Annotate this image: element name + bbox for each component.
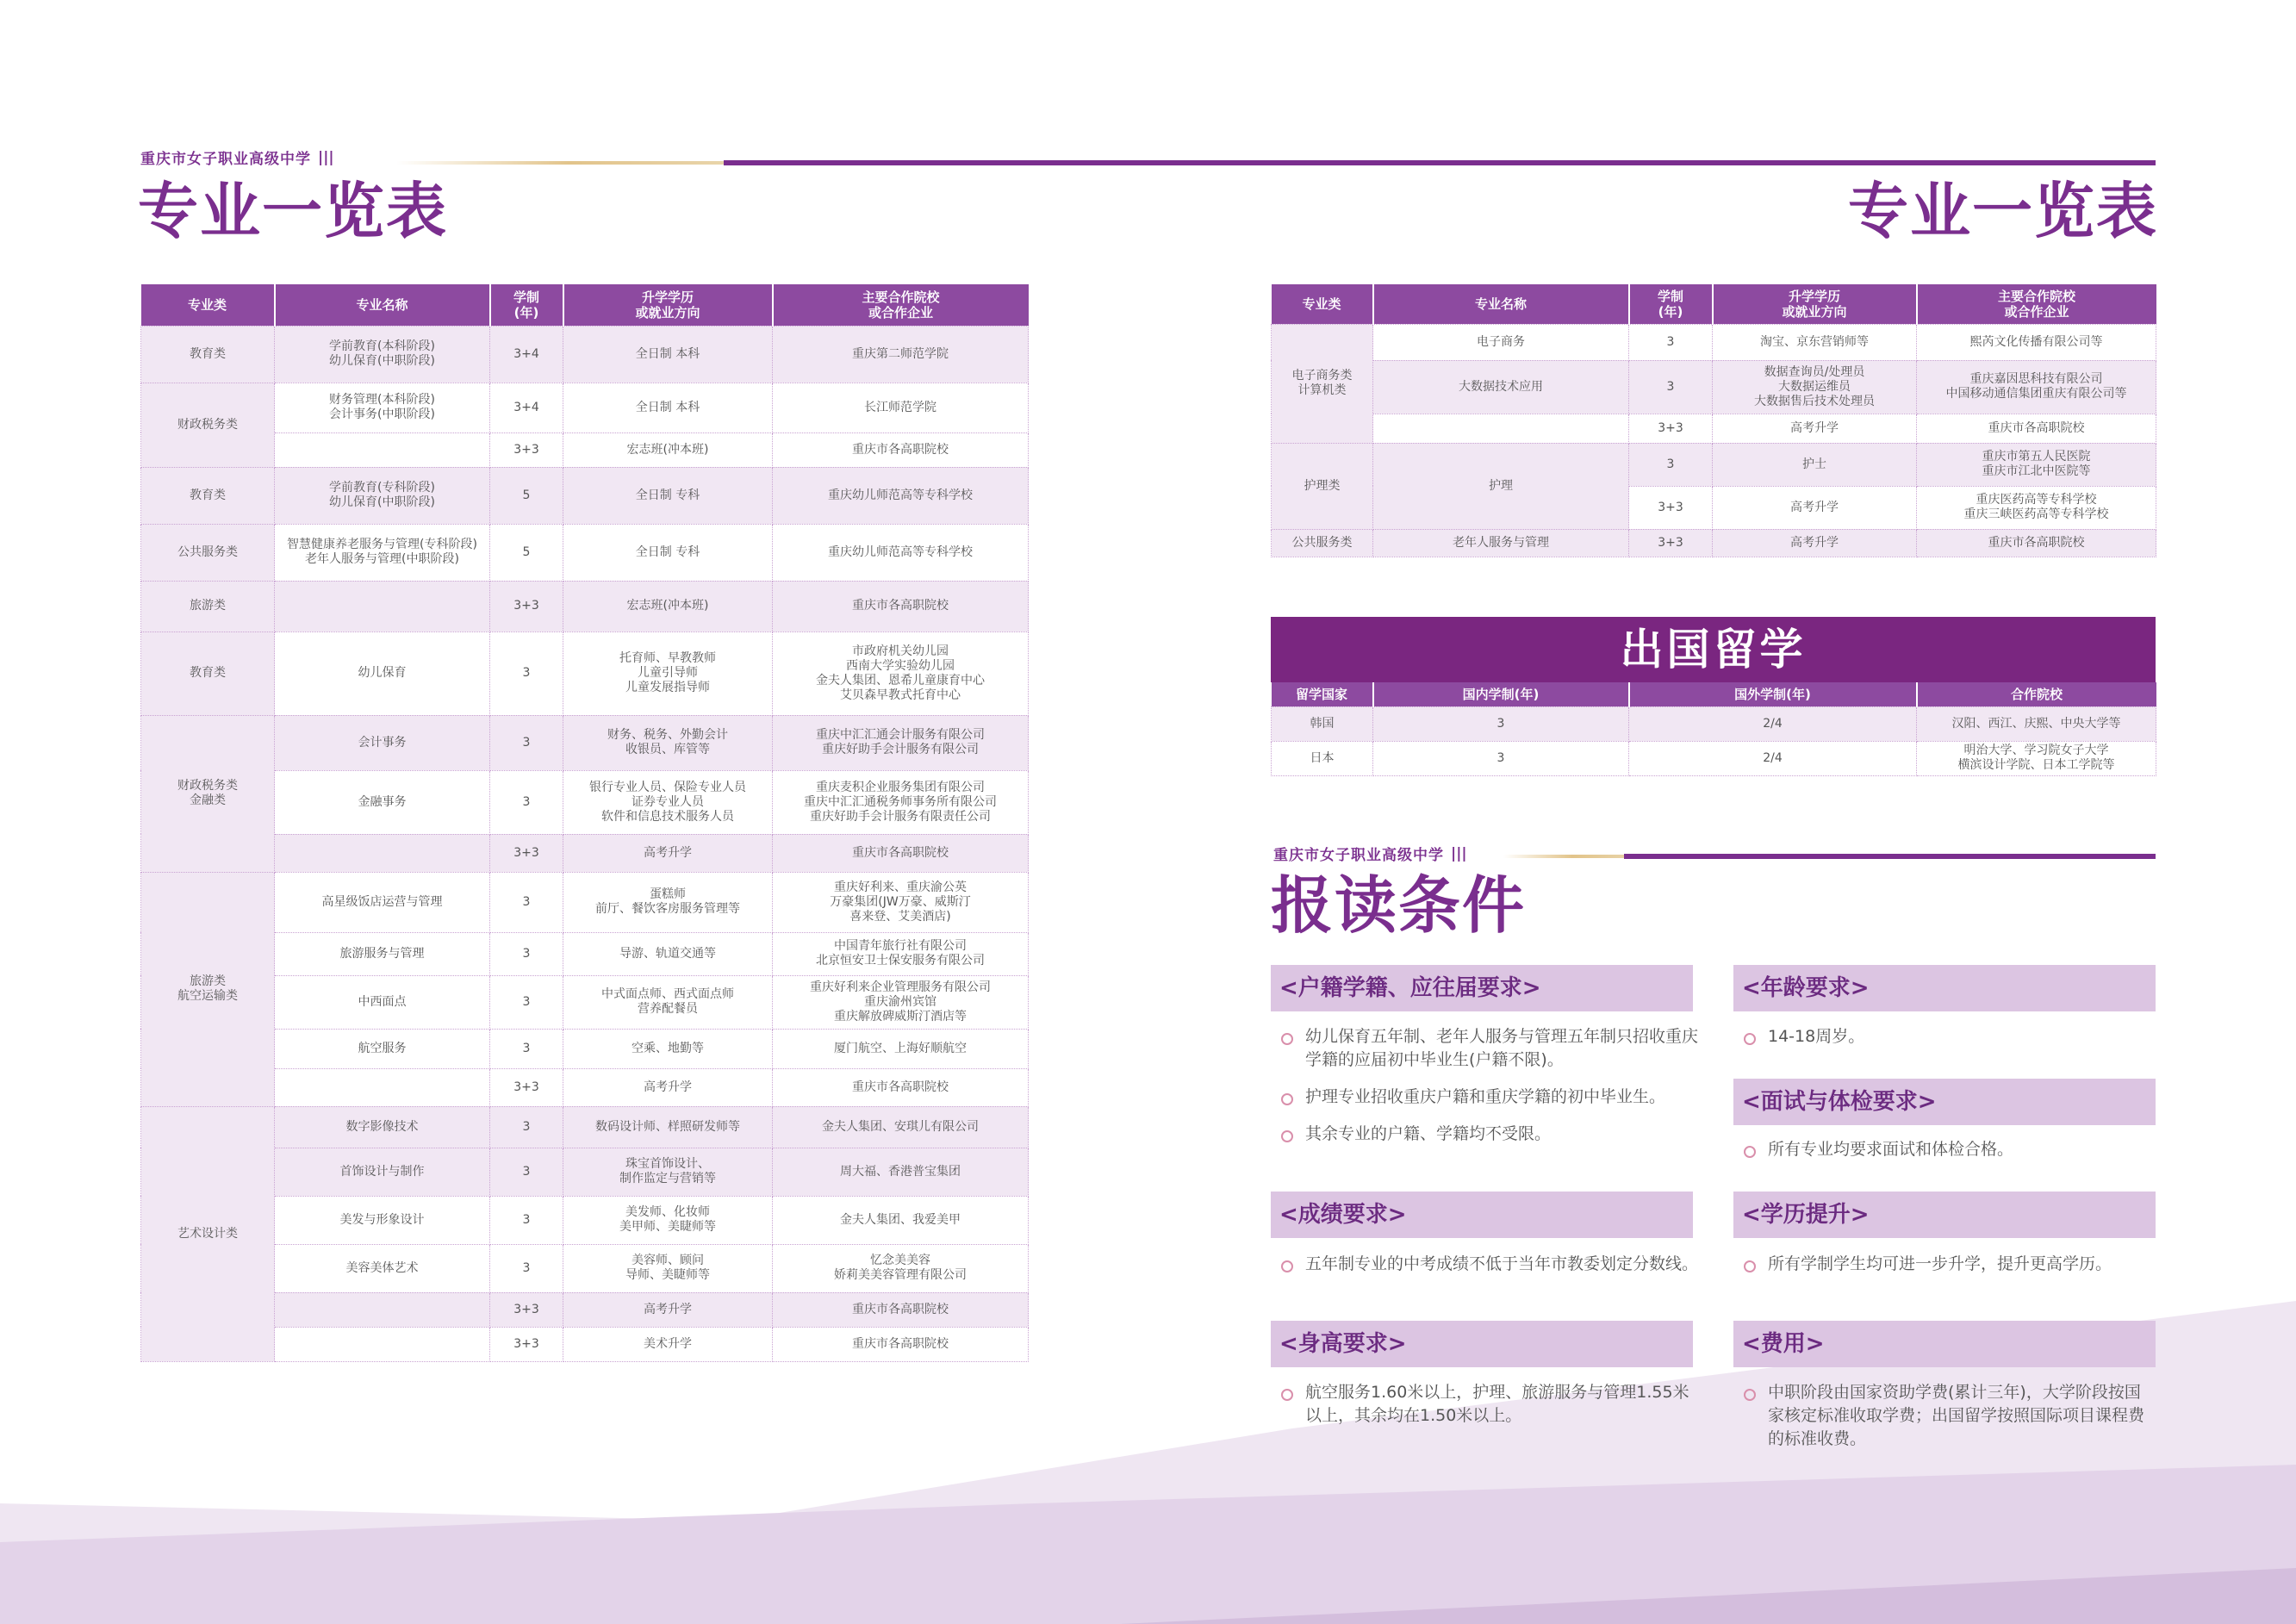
score-requirement-list — [1271, 1253, 1702, 1290]
table-cell: 3 — [1373, 741, 1629, 775]
table-cell: 明治大学、学习院女子大学 横滨设计学院、日本工学院等 — [1917, 741, 2156, 775]
table-cell: 长江师范学院 — [773, 383, 1029, 432]
table-cell: 3 — [490, 1196, 563, 1244]
table-cell: 金融事务 — [275, 770, 490, 834]
table-cell: 2/4 — [1629, 706, 1917, 741]
interview-requirement-heading: <面试与体检要求> — [1733, 1079, 2156, 1125]
study-abroad-title: 出国留学 — [1271, 617, 2156, 682]
column-header: 专业名称 — [1373, 284, 1629, 324]
table-cell: 教育类 — [141, 632, 275, 715]
column-header: 主要合作院校 或合作企业 — [1917, 284, 2156, 324]
table-cell: 护理 — [1373, 443, 1629, 529]
table-row — [141, 834, 1029, 872]
table-cell: 全日制 专科 — [563, 524, 773, 581]
table-cell — [275, 1327, 490, 1361]
table-cell: 数字影像技术 — [275, 1106, 490, 1148]
table-cell: 重庆市各高职院校 — [773, 834, 1029, 872]
table-cell: 3 — [490, 872, 563, 932]
table-cell: 3 — [490, 1244, 563, 1292]
table-row — [141, 524, 1029, 581]
table-cell: 重庆好利来企业管理服务有限公司 重庆渝州宾馆 重庆解放碑威斯汀酒店等 — [773, 975, 1029, 1029]
table-cell — [1373, 414, 1629, 443]
table-row — [141, 581, 1029, 632]
list-item: 所有专业均要求面试和体检合格。 — [1733, 1138, 2156, 1161]
table-cell: 护理类 — [1272, 443, 1373, 529]
table-cell: 美术升学 — [563, 1327, 773, 1361]
table-cell: 3 — [490, 770, 563, 834]
column-header: 主要合作院校 或合作企业 — [773, 284, 1029, 326]
table-row — [141, 632, 1029, 715]
table-row — [141, 932, 1029, 975]
table-cell: 高考升学 — [563, 1292, 773, 1327]
table-cell: 中西面点 — [275, 975, 490, 1029]
table-row — [1272, 529, 2156, 557]
age-requirement-list — [1733, 1025, 2156, 1062]
table-row — [1272, 414, 2156, 443]
major-list-table-continued — [1271, 284, 2156, 557]
column-header: 专业名称 — [275, 284, 490, 326]
table-cell: 金夫人集团、安琪儿有限公司 — [773, 1106, 1029, 1148]
column-header: 学制 (年) — [1629, 284, 1713, 324]
table-cell: 首饰设计与制作 — [275, 1148, 490, 1196]
table-cell: 财务管理(本科阶段) 会计事务(中职阶段) — [275, 383, 490, 432]
height-requirement-list — [1271, 1381, 1702, 1441]
table-cell: 导游、轨道交通等 — [563, 932, 773, 975]
table-row — [141, 975, 1029, 1029]
table-cell: 2/4 — [1629, 741, 1917, 775]
table-cell: 3 — [490, 715, 563, 770]
gold-rule — [396, 161, 741, 165]
table-cell: 高考升学 — [1713, 486, 1917, 529]
list-item: 所有学制学生均可进一步升学，提升更高学历。 — [1733, 1253, 2156, 1276]
table-cell: 3 — [490, 1106, 563, 1148]
table-cell: 公共服务类 — [1272, 529, 1373, 557]
age-requirement-heading: <年龄要求> — [1733, 965, 2156, 1011]
hukou-requirement-list — [1271, 1025, 1702, 1160]
table-row — [141, 383, 1029, 432]
table-cell: 重庆第二师范学院 — [773, 326, 1029, 383]
table-row — [141, 432, 1029, 467]
gold-rule-right — [1503, 855, 1641, 858]
table-cell: 韩国 — [1272, 706, 1373, 741]
table-cell: 3 — [1373, 706, 1629, 741]
school-name-right: 重庆市女子职业高级中学 — [1273, 847, 1444, 864]
table-cell: 数码设计师、样照研发师等 — [563, 1106, 773, 1148]
table-cell: 忆念美美容 娇莉美美容管理有限公司 — [773, 1244, 1029, 1292]
table-cell: 3+3 — [490, 1068, 563, 1106]
column-header: 升学学历 或就业方向 — [563, 284, 773, 326]
table-cell: 航空服务 — [275, 1029, 490, 1068]
table-cell: 美容美体艺术 — [275, 1244, 490, 1292]
table-cell: 3+3 — [1629, 529, 1713, 557]
list-item: 中职阶段由国家资助学费(累计三年)，大学阶段按国家核定标准收取学费；出国留学按照国际项目课程费的标准收费。 — [1733, 1381, 2156, 1451]
table-cell: 公共服务类 — [141, 524, 275, 581]
table-cell: 重庆市各高职院校 — [773, 1292, 1029, 1327]
table-cell: 宏志班(冲本班) — [563, 581, 773, 632]
table-cell: 3+3 — [490, 834, 563, 872]
list-item: 航空服务1.60米以上，护理、旅游服务与管理1.55米以上，其余均在1.50米以上。 — [1271, 1381, 1702, 1428]
table-cell: 数据查询员/处理员 大数据运维员 大数据售后技术处理员 — [1713, 360, 1917, 414]
table-cell: 熙芮文化传播有限公司等 — [1917, 324, 2156, 360]
table-cell — [275, 1068, 490, 1106]
table-cell: 教育类 — [141, 326, 275, 383]
table-cell: 周大福、香港普宝集团 — [773, 1148, 1029, 1196]
table-cell: 旅游服务与管理 — [275, 932, 490, 975]
purple-rule-right — [1624, 854, 2156, 859]
table-cell: 旅游类 — [141, 581, 275, 632]
table-row — [141, 326, 1029, 383]
table-row — [141, 770, 1029, 834]
list-item: 五年制专业的中考成绩不低于当年市教委划定分数线。 — [1271, 1253, 1702, 1276]
list-item: 14-18周岁。 — [1733, 1025, 2156, 1048]
table-cell: 财政税务类 金融类 — [141, 715, 275, 872]
table-cell: 会计事务 — [275, 715, 490, 770]
table-row — [1272, 741, 2156, 775]
column-header: 留学国家 — [1272, 682, 1373, 706]
column-header: 国内学制(年) — [1373, 682, 1629, 706]
table-cell: 金夫人集团、我爱美甲 — [773, 1196, 1029, 1244]
purple-rule — [724, 160, 2156, 165]
table-cell: 重庆市各高职院校 — [773, 432, 1029, 467]
hukou-requirement-heading: <户籍学籍、应往届要求> — [1271, 965, 1693, 1011]
table-cell: 3+3 — [1629, 486, 1713, 529]
table-row — [141, 1029, 1029, 1068]
table-cell: 高考升学 — [563, 834, 773, 872]
left-school-header — [140, 146, 334, 168]
table-cell: 重庆麦积企业服务集团有限公司 重庆中汇汇通税务师事务所有限公司 重庆好助手会计服务有限责任公司 — [773, 770, 1029, 834]
divider-bars-right: ||| — [1451, 844, 1467, 862]
table-cell: 重庆幼儿师范高等专科学校 — [773, 467, 1029, 524]
conditions-title: 报读条件 — [1271, 869, 1527, 942]
column-header: 合作院校 — [1917, 682, 2156, 706]
table-cell: 高考升学 — [1713, 414, 1917, 443]
column-header: 专业类 — [1272, 284, 1373, 324]
table-cell: 护士 — [1713, 443, 1917, 486]
table-cell: 3 — [490, 1029, 563, 1068]
right-school-header — [1273, 843, 1467, 864]
education-upgrade-list — [1733, 1253, 2156, 1290]
list-item: 其余专业的户籍、学籍均不受限。 — [1271, 1123, 1702, 1146]
table-cell: 厦门航空、上海好顺航空 — [773, 1029, 1029, 1068]
table-row — [141, 1244, 1029, 1292]
fee-heading: <费用> — [1733, 1321, 2156, 1367]
table-cell: 3 — [490, 932, 563, 975]
table-cell — [275, 581, 490, 632]
left-page-title: 专业一览表 — [138, 176, 448, 246]
table-cell: 学前教育(本科阶段) 幼儿保育(中职阶段) — [275, 326, 490, 383]
table-cell: 3+3 — [490, 432, 563, 467]
table-cell: 美发师、化妆师 美甲师、美睫师等 — [563, 1196, 773, 1244]
table-cell: 淘宝、京东营销师等 — [1713, 324, 1917, 360]
table-cell: 5 — [490, 524, 563, 581]
table-cell: 蛋糕师 前厅、餐饮客房服务管理等 — [563, 872, 773, 932]
table-row — [141, 1196, 1029, 1244]
table-cell: 重庆市各高职院校 — [1917, 529, 2156, 557]
table-cell: 电子商务 — [1373, 324, 1629, 360]
table-cell: 电子商务类 计算机类 — [1272, 324, 1373, 443]
table-cell: 3 — [1629, 443, 1713, 486]
table-cell: 市政府机关幼儿园 西南大学实验幼儿园 金夫人集团、恩希儿童康育中心 艾贝森早教式托育中心 — [773, 632, 1029, 715]
table-cell: 汉阳、西江、庆熙、中央大学等 — [1917, 706, 2156, 741]
table-cell — [275, 834, 490, 872]
table-row — [1272, 706, 2156, 741]
table-cell: 托育师、早教教师 儿童引导师 儿童发展指导师 — [563, 632, 773, 715]
table-cell: 重庆嘉因思科技有限公司 中国移动通信集团重庆有限公司等 — [1917, 360, 2156, 414]
table-cell: 3+4 — [490, 383, 563, 432]
table-row — [1272, 443, 2156, 486]
table-row — [141, 1148, 1029, 1196]
table-row — [141, 715, 1029, 770]
table-cell: 日本 — [1272, 741, 1373, 775]
table-row — [141, 872, 1029, 932]
divider-bars: ||| — [318, 148, 334, 166]
table-row — [141, 1327, 1029, 1361]
column-header: 国外学制(年) — [1629, 682, 1917, 706]
table-cell: 3+4 — [490, 326, 563, 383]
table-cell: 3+3 — [1629, 414, 1713, 443]
column-header: 升学学历 或就业方向 — [1713, 284, 1917, 324]
table-cell: 重庆好利来、重庆渝公英 万豪集团(JW万豪、威斯汀 喜来登、艾美酒店) — [773, 872, 1029, 932]
table-cell: 艺术设计类 — [141, 1106, 275, 1361]
table-cell: 重庆市第五人民医院 重庆市江北中医院等 — [1917, 443, 2156, 486]
table-cell: 老年人服务与管理 — [1373, 529, 1629, 557]
education-upgrade-heading: <学历提升> — [1733, 1192, 2156, 1238]
table-cell: 3 — [490, 975, 563, 1029]
table-row — [141, 467, 1029, 524]
table-cell: 3 — [490, 1148, 563, 1196]
fee-list — [1733, 1381, 2156, 1465]
table-cell: 重庆幼儿师范高等专科学校 — [773, 524, 1029, 581]
study-abroad-table — [1271, 682, 2156, 776]
table-cell: 3+3 — [490, 1292, 563, 1327]
table-cell: 重庆市各高职院校 — [773, 1327, 1029, 1361]
table-cell: 重庆市各高职院校 — [773, 1068, 1029, 1106]
table-cell: 财政税务类 — [141, 383, 275, 467]
table-cell: 高考升学 — [1713, 529, 1917, 557]
table-cell: 高星级饭店运营与管理 — [275, 872, 490, 932]
table-cell: 美发与形象设计 — [275, 1196, 490, 1244]
table-cell: 重庆市各高职院校 — [773, 581, 1029, 632]
table-cell: 3+3 — [490, 1327, 563, 1361]
table-cell: 3+3 — [490, 581, 563, 632]
table-cell: 学前教育(专科阶段) 幼儿保育(中职阶段) — [275, 467, 490, 524]
table-cell: 3 — [490, 632, 563, 715]
table-cell: 旅游类 航空运输类 — [141, 872, 275, 1106]
table-row — [1272, 360, 2156, 414]
table-cell: 珠宝首饰设计、 制作监定与营销等 — [563, 1148, 773, 1196]
table-cell — [275, 1292, 490, 1327]
table-cell: 空乘、地勤等 — [563, 1029, 773, 1068]
table-row — [141, 1068, 1029, 1106]
table-cell: 3 — [1629, 360, 1713, 414]
table-cell — [275, 432, 490, 467]
table-cell: 中式面点师、西式面点师 营养配餐员 — [563, 975, 773, 1029]
table-cell: 重庆医药高等专科学校 重庆三峡医药高等专科学校 — [1917, 486, 2156, 529]
table-row — [141, 1106, 1029, 1148]
score-requirement-heading: <成绩要求> — [1271, 1192, 1693, 1238]
table-cell: 美容师、顾问 导师、美睫师等 — [563, 1244, 773, 1292]
table-cell: 幼儿保育 — [275, 632, 490, 715]
list-item: 幼儿保育五年制、老年人服务与管理五年制只招收重庆学籍的应届初中毕业生(户籍不限)。 — [1271, 1025, 1702, 1072]
height-requirement-heading: <身高要求> — [1271, 1321, 1693, 1367]
table-cell: 高考升学 — [563, 1068, 773, 1106]
table-row — [141, 1292, 1029, 1327]
table-cell: 教育类 — [141, 467, 275, 524]
table-cell: 重庆中汇汇通会计服务有限公司 重庆好助手会计服务有限公司 — [773, 715, 1029, 770]
table-cell: 宏志班(冲本班) — [563, 432, 773, 467]
table-cell: 全日制 本科 — [563, 326, 773, 383]
school-name: 重庆市女子职业高级中学 — [140, 151, 311, 168]
interview-requirement-list — [1733, 1138, 2156, 1175]
table-cell: 智慧健康养老服务与管理(专科阶段) 老年人服务与管理(中职阶段) — [275, 524, 490, 581]
table-cell: 财务、税务、外勤会计 收银员、库管等 — [563, 715, 773, 770]
table-cell: 银行专业人员、保险专业人员 证券专业人员 软件和信息技术服务人员 — [563, 770, 773, 834]
right-page-title: 专业一览表 — [1848, 176, 2158, 246]
table-cell: 大数据技术应用 — [1373, 360, 1629, 414]
column-header: 专业类 — [141, 284, 275, 326]
table-cell: 重庆市各高职院校 — [1917, 414, 2156, 443]
table-cell: 3 — [1629, 324, 1713, 360]
major-list-table — [140, 284, 1029, 1362]
table-row — [1272, 324, 2156, 360]
table-cell: 全日制 本科 — [563, 383, 773, 432]
table-cell: 5 — [490, 467, 563, 524]
table-cell: 全日制 专科 — [563, 467, 773, 524]
table-cell: 中国青年旅行社有限公司 北京恒安卫士保安服务有限公司 — [773, 932, 1029, 975]
column-header: 学制 (年) — [490, 284, 563, 326]
list-item: 护理专业招收重庆户籍和重庆学籍的初中毕业生。 — [1271, 1086, 1702, 1109]
